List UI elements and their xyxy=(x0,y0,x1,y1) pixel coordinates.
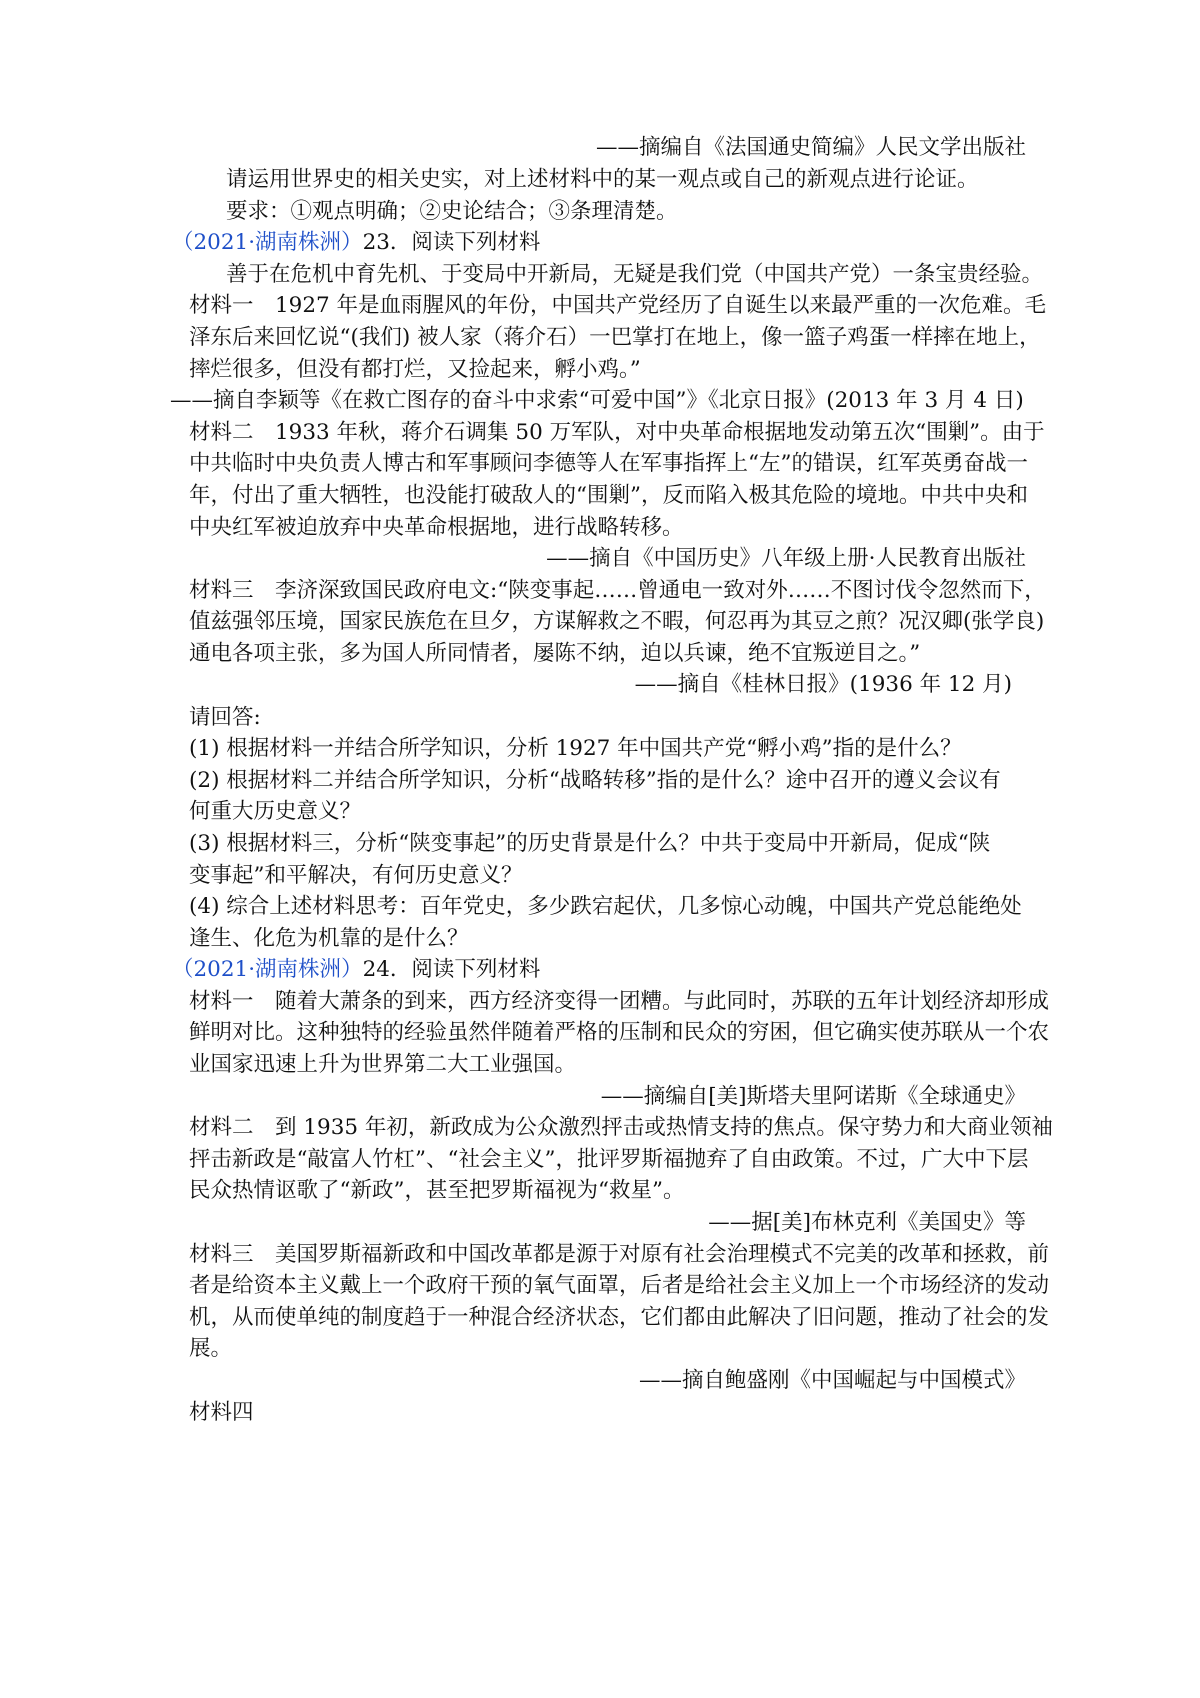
q24-material-2-source: ——据[美]布林克利《美国史》等 xyxy=(708,1210,1026,1235)
q23-material-2-line-4: 中央红军被迫放弃中央革命根据地，进行战略转移。 xyxy=(189,515,684,540)
q24-material-4-label: 材料四 xyxy=(189,1400,254,1425)
q23-material-1-line-2: 泽东后来回忆说“(我们) 被人家（蒋介石）一巴掌打在地上，像一篮子鸡蛋一样摔在地上， xyxy=(189,325,1041,350)
q23-sub-question-4-line-1: (4) 综合上述材料思考：百年党史，多少跌宕起伏，几多惊心动魄，中国共产党总能绝处 xyxy=(189,894,1022,919)
q24-material-1-line-2: 鲜明对比。这种独特的经验虽然伴随着严格的压制和民众的穷困，但它确实使苏联从一个农 xyxy=(189,1020,1050,1045)
q23-sub-question-2-line-2: 何重大历史意义？ xyxy=(189,799,362,824)
q24-material-3-source: ——摘自鲍盛刚《中国崛起与中国模式》 xyxy=(638,1368,1026,1393)
question-24-title: 24．阅读下列材料 xyxy=(362,957,541,982)
q23-sub-question-4-line-2: 逢生、化危为机靠的是什么？ xyxy=(189,926,469,951)
q23-material-3-line-2: 值兹强邻压境，国家民族危在旦夕，方谋解救之不暇，何忍再为其豆之煎？况汉卿(张学良) xyxy=(189,609,1045,634)
q23-material-2-line-3: 年，付出了重大牺牲，也没能打破敌人的“围剿”，反而陷入极其危险的境地。中共中央和 xyxy=(189,483,1028,508)
q23-material-2-source: ——摘自《中国历史》八年级上册·人民教育出版社 xyxy=(546,546,1026,571)
question-23-heading xyxy=(172,227,540,259)
q23-sub-question-3-line-2: 变事起”和平解决，有何历史意义？ xyxy=(189,863,523,888)
q24-material-3-line-4: 展。 xyxy=(189,1336,233,1361)
q24-material-3-line-3: 机，从而使单纯的制度趋于一种混合经济状态，它们都由此解决了旧问题，推动了社会的发 xyxy=(189,1305,1050,1330)
question-23-title: 23．阅读下列材料 xyxy=(362,230,541,255)
q23-intro: 善于在危机中育先机、于变局中开新局，无疑是我们党（中国共产党）一条宝贵经验。 xyxy=(226,262,1044,287)
q23-material-3-source: ——摘自《桂林日报》(1936 年 12 月) xyxy=(634,672,1012,697)
q24-material-2-line-2: 抨击新政是“敲富人竹杠”、“社会主义”，批评罗斯福抛弃了自由政策。不过，广大中下层 xyxy=(189,1147,1029,1172)
q24-material-3-line-2: 者是给资本主义戴上一个政府干预的氧气面罩，后者是给社会主义加上一个市场经济的发动 xyxy=(189,1273,1050,1298)
q24-material-3-line-1: 材料三 美国罗斯福新政和中国改革都是源于对原有社会治理模式不完美的改革和拯救，前 xyxy=(189,1242,1050,1267)
q23-sub-question-2-line-1: (2) 根据材料二并结合所学知识，分析“战略转移”指的是什么？途中召开的遵义会议有 xyxy=(189,768,1001,793)
task-instruction: 请运用世界史的相关史实，对上述材料中的某一观点或自己的新观点进行论证。 xyxy=(226,167,979,192)
q24-material-1-line-3: 业国家迅速上升为世界第二大工业强国。 xyxy=(189,1052,577,1077)
q24-material-1-line-1: 材料一 随着大萧条的到来，西方经济变得一团糟。与此同时，苏联的五年计划经济却形成 xyxy=(189,989,1050,1014)
question-source-tag: （2021·湖南株洲） xyxy=(172,230,363,255)
q23-answer-prompt: 请回答: xyxy=(189,705,261,730)
q24-material-2-line-1: 材料二 到 1935 年初，新政成为公众激烈抨击或热情支持的焦点。保守势力和大商业领袖 xyxy=(189,1115,1053,1140)
q23-material-2-line-2: 中共临时中央负责人博古和军事顾问李德等人在军事指挥上“左”的错误，红军英勇奋战一 xyxy=(189,451,1028,476)
q23-material-3-line-3: 通电各项主张，多为国人所同情者，屡陈不纳，迫以兵谏，绝不宜叛逆目之。” xyxy=(189,641,921,666)
q23-sub-question-1: (1) 根据材料一并结合所学知识，分析 1927 年中国共产党“孵小鸡”指的是什么？ xyxy=(189,736,962,761)
q23-material-1-line-3: 摔烂很多，但没有都打烂，又捡起来，孵小鸡。” xyxy=(189,357,641,382)
task-requirements: 要求：①观点明确；②史论结合；③条理清楚。 xyxy=(226,199,678,224)
q23-material-1-source: ——摘自李颖等《在救亡图存的奋斗中求索“可爱中国”》《北京日报》(2013 年 3 月 4 日) xyxy=(170,388,1024,413)
source-citation-french-history: ——摘编自《法国通史简编》人民文学出版社 xyxy=(595,135,1026,160)
q24-material-2-line-3: 民众热情讴歌了“新政”，甚至把罗斯福视为“救星”。 xyxy=(189,1178,685,1203)
question-24-heading xyxy=(172,954,540,986)
q23-sub-question-3-line-1: (3) 根据材料三，分析“陕变事起”的历史背景是什么？中共于变局中开新局，促成“陕 xyxy=(189,831,991,856)
q23-material-1-line-1: 材料一 1927 年是血雨腥风的年份，中国共产党经历了自诞生以来最严重的一次危难。毛 xyxy=(189,293,1047,318)
q23-material-2-line-1: 材料二 1933 年秋，蒋介石调集 50 万军队，对中央革命根据地发动第五次“围剿”。由于 xyxy=(189,420,1045,445)
question-source-tag: （2021·湖南株洲） xyxy=(172,957,363,982)
q24-material-1-source: ——摘编自[美]斯塔夫里阿诺斯《全球通史》 xyxy=(600,1084,1026,1109)
q23-material-3-line-1: 材料三 李济深致国民政府电文:“陕变事起……曾通电一致对外……不图讨伐令忽然而下， xyxy=(189,578,1046,603)
